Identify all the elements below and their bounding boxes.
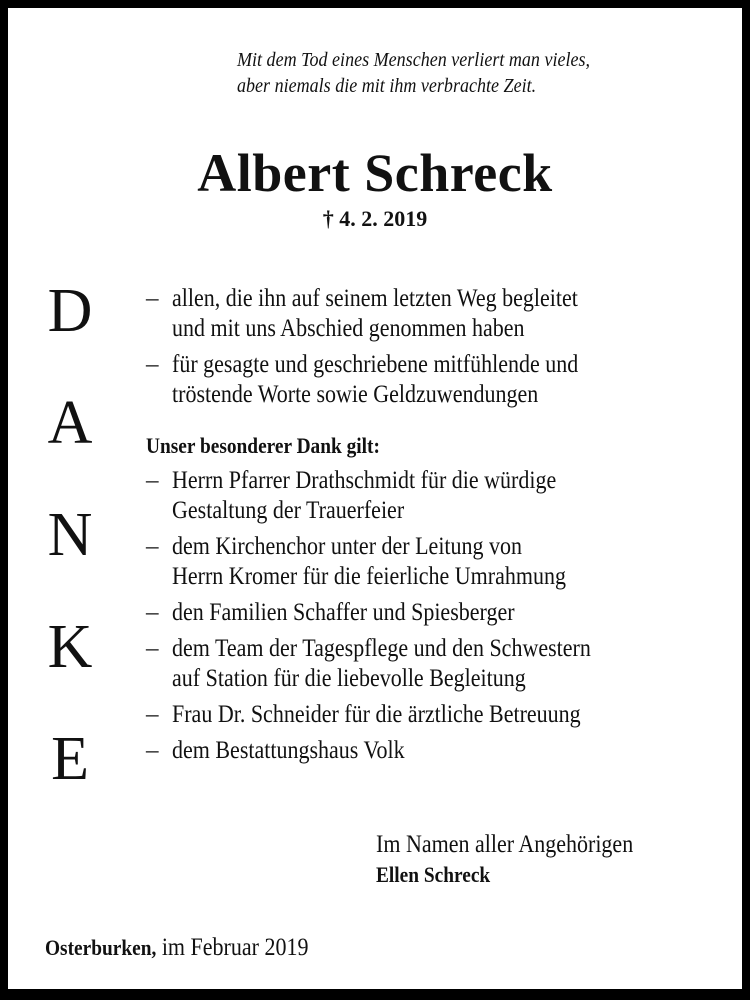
motto-line-2: aber niemals die mit ihm verbrachte Zeit. (237, 75, 537, 97)
special-thanks-item: – Herrn Pfarrer Drathschmidt für die würdige Gestaltung der Trauerfeier (146, 467, 557, 524)
danke-letter-e: E (51, 725, 89, 793)
dash: – (146, 533, 159, 560)
danke-letter-k: K (47, 613, 93, 681)
danke-letter-a: A (47, 389, 93, 457)
place-name: Osterburken, (45, 935, 157, 960)
dash: – (146, 635, 159, 662)
dash: – (146, 701, 159, 728)
notice-date: im Februar 2019 (156, 934, 309, 961)
special-thanks-item: – dem Team der Tagespflege und den Schwestern auf Station für die liebevolle Begleitung (146, 635, 591, 692)
dash: – (146, 599, 159, 626)
thanks-item: – für gesagte und geschriebene mitfühlende und tröstende Worte sowie Geldzuwendungen (146, 351, 579, 408)
dash: – (146, 351, 159, 378)
special-thanks-item: – dem Kirchenchor unter der Leitung von Herrn Kromer für die feierliche Umrahmung (146, 533, 567, 590)
deceased-name: Albert Schreck (197, 143, 553, 203)
special-thanks-item: – Frau Dr. Schneider für die ärztliche Betreuung (146, 701, 581, 728)
signature-intro: Im Namen aller Angehörigen (376, 831, 634, 858)
danke-letter-d: D (47, 277, 93, 345)
motto-quote (237, 47, 697, 99)
dash: – (146, 737, 159, 764)
special-thanks-item: – dem Bestattungshaus Volk (146, 737, 405, 764)
place-date (45, 933, 344, 963)
dash: – (146, 467, 159, 494)
signature-block (376, 830, 668, 890)
signature-name: Ellen Schreck (376, 862, 491, 887)
thanks-item: – allen, die ihn auf seinem letzten Weg begleitet und mit uns Abschied genommen haben (146, 285, 578, 342)
special-thanks-item: – den Familien Schaffer und Spiesberger (146, 599, 515, 626)
dash: – (146, 285, 159, 312)
special-thanks-heading: Unser besonderer Dank gilt: (146, 433, 380, 458)
danke-letter-n: N (47, 501, 93, 569)
thanks-body (146, 284, 726, 772)
death-date: † 4. 2. 2019 (322, 206, 428, 231)
motto-line-1: Mit dem Tod eines Menschen verliert man vieles, (237, 49, 591, 71)
